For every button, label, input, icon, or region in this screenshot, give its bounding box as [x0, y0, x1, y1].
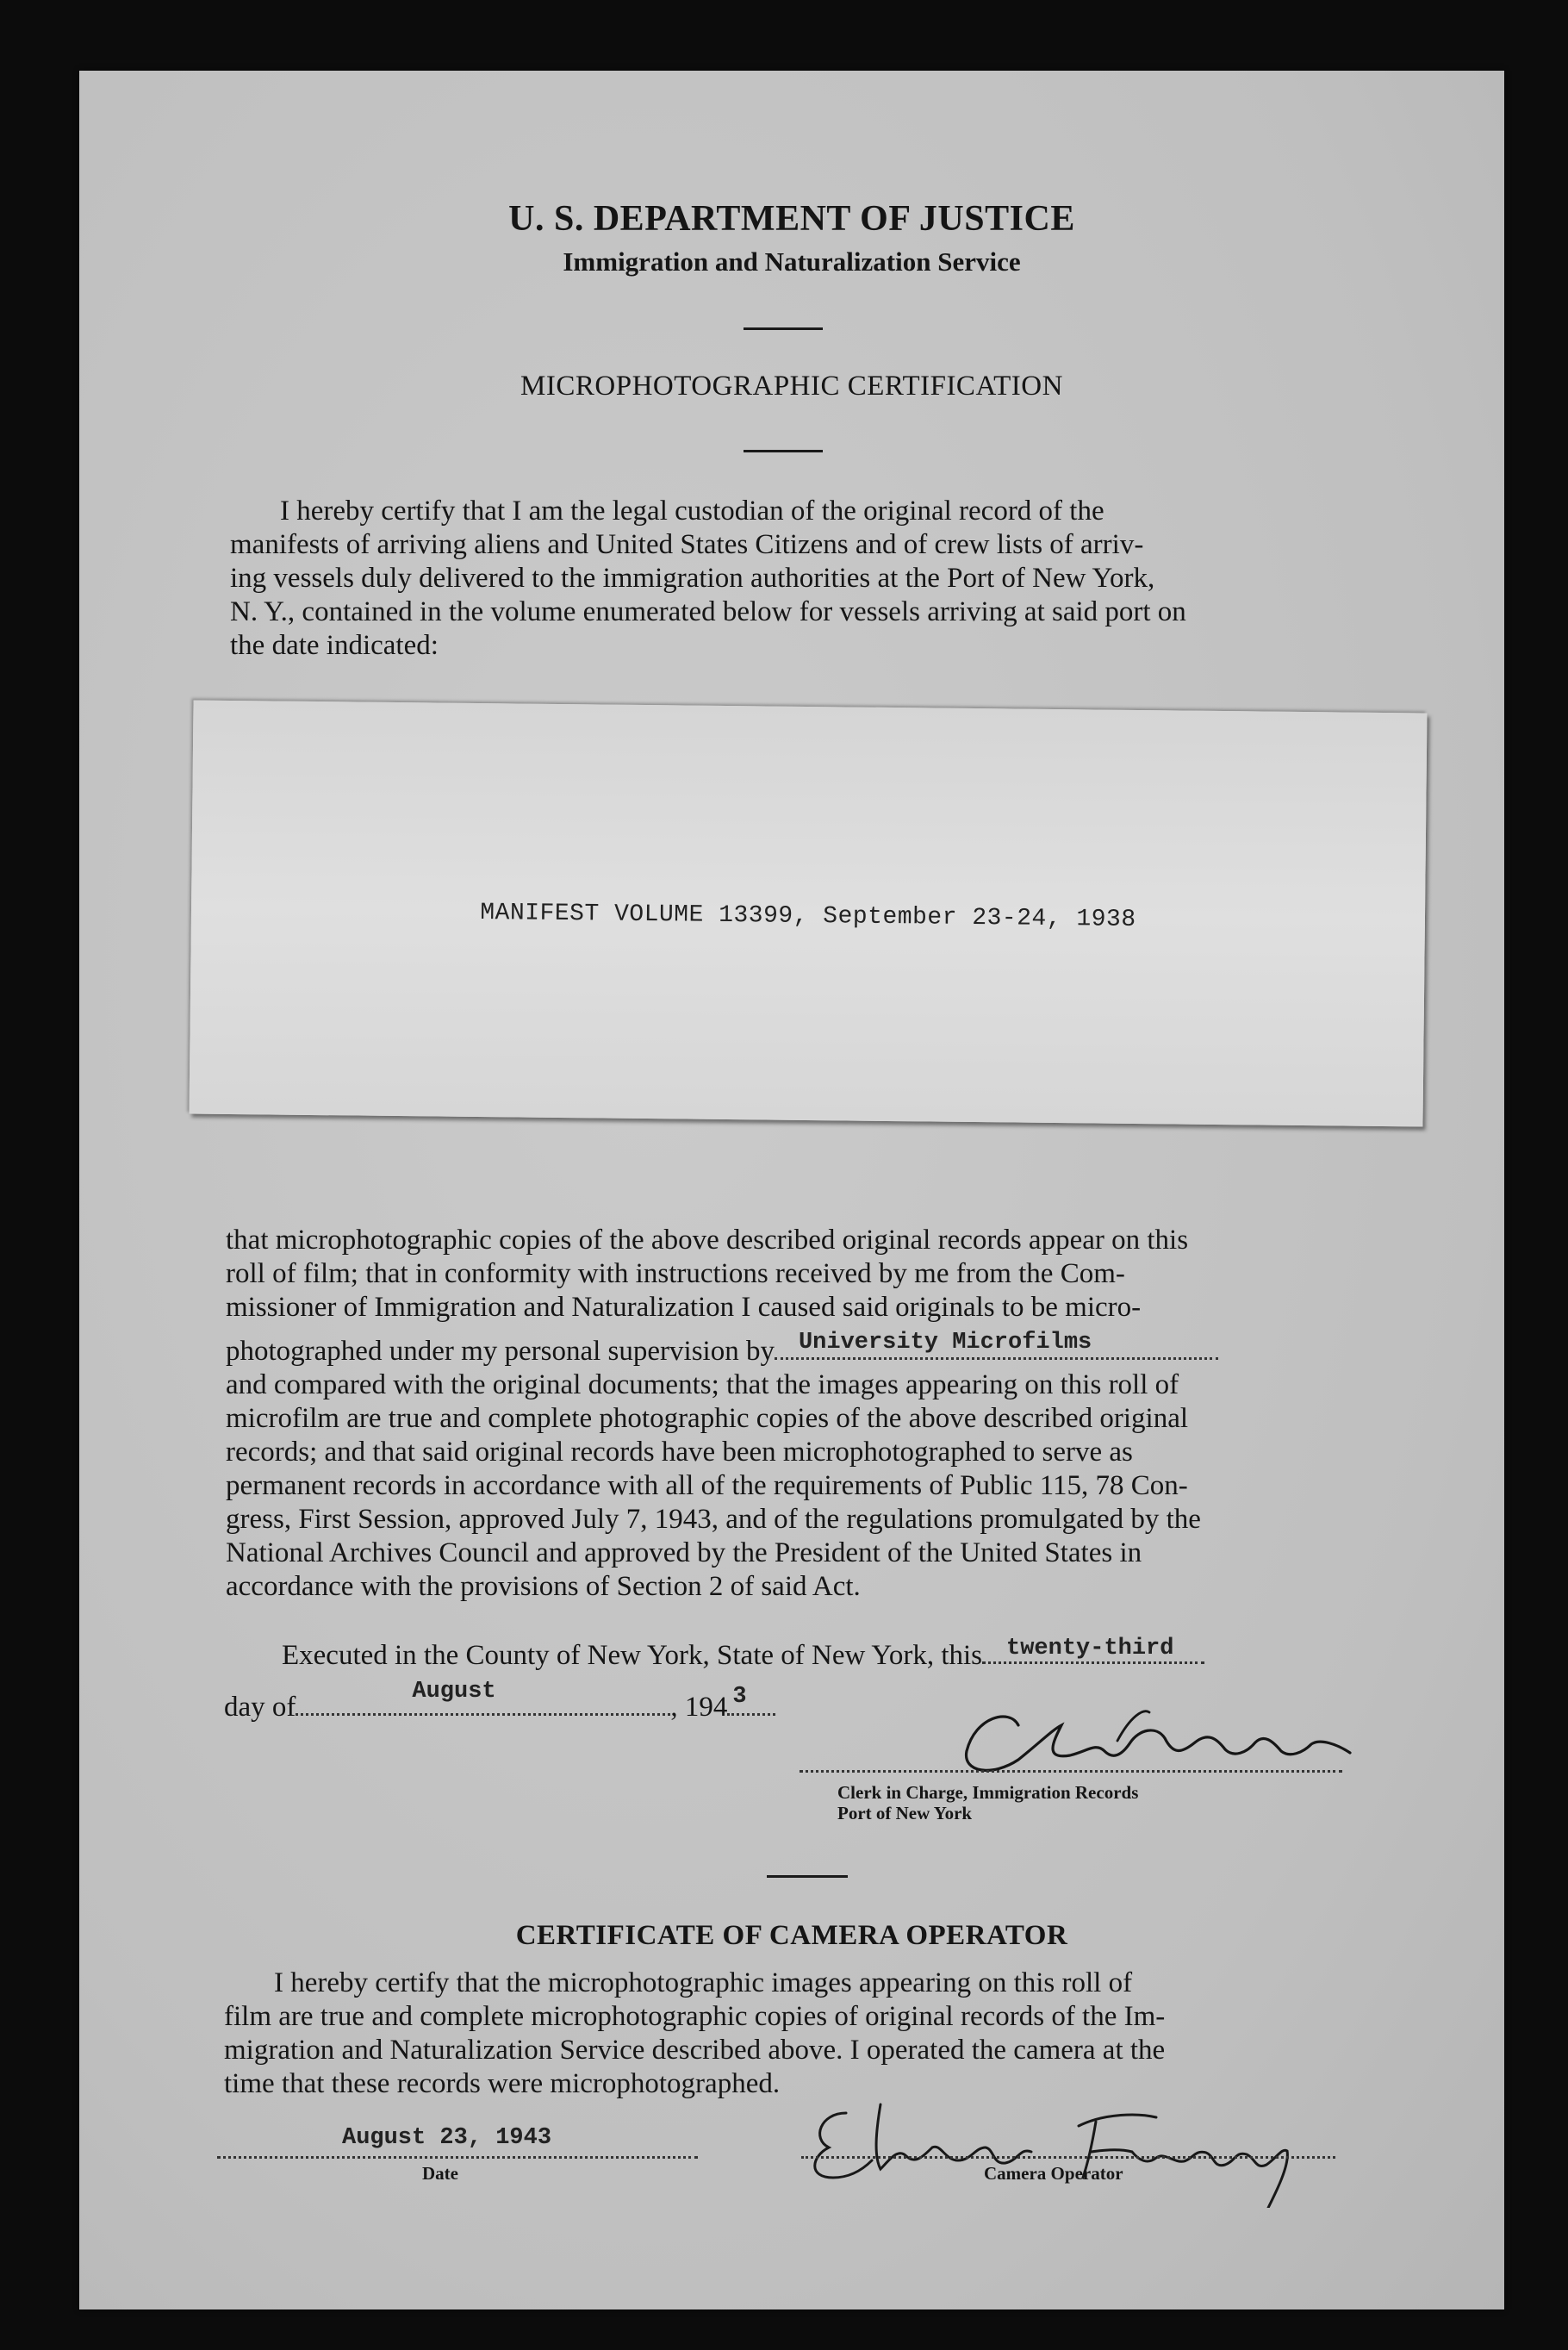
year-blank: [727, 1684, 775, 1716]
day-of-label: day of: [224, 1692, 296, 1723]
executed-prefix: Executed in the County of New York, State of New York, this: [282, 1640, 983, 1671]
year-prefix: , 194: [670, 1692, 728, 1723]
intro-line: manifests of arriving aliens and United States Citizens and of crew lists of arriv-: [230, 529, 1144, 560]
camera-date-line: [217, 2154, 698, 2159]
supervision-by-value: University Microfilms: [798, 1330, 1092, 1356]
executed-line: [282, 1637, 1204, 1672]
intro-paragraph: [230, 495, 1428, 663]
camera-certificate-title: CERTIFICATE OF CAMERA OPERATOR: [515, 1920, 1068, 1951]
divider-rule-top: [744, 327, 823, 330]
camera-line: I hereby certify that the microphotographic images appearing on this roll of: [274, 1967, 1133, 1998]
supervision-blank: [775, 1331, 1218, 1360]
department-heading: U. S. DEPARTMENT OF JUSTICE: [508, 199, 1075, 239]
divider-rule-bottom: [744, 450, 823, 452]
certification-title: MICROPHOTOGRAPHIC CERTIFICATION: [520, 371, 1063, 402]
body-line: roll of film; that in conformity with instructions received by me from the Com-: [226, 1258, 1125, 1289]
camera-line: film are true and complete microphotographic copies of original records of the Im-: [224, 2001, 1166, 2032]
clerk-signature-line: [800, 1768, 1342, 1773]
clerk-title: Clerk in Charge, Immigration Records: [837, 1782, 1139, 1803]
camera-date-value: August 23, 1943: [342, 2125, 552, 2151]
intro-line: N. Y., contained in the volume enumerated below for vessels arriving at said port on: [230, 596, 1186, 627]
certificate-page: [79, 71, 1504, 2309]
month-value: August: [412, 1679, 496, 1705]
intro-line: the date indicated:: [230, 630, 439, 661]
body-line: records; and that said original records have been microphotographed to serve as: [226, 1437, 1133, 1468]
executed-day-blank: [982, 1637, 1204, 1664]
operator-signature: [794, 2079, 1311, 2208]
body-line: National Archives Council and approved by the President of the United States in: [226, 1537, 1142, 1568]
manifest-volume-text: MANIFEST VOLUME 13399, September 23-24, 1938: [480, 900, 1136, 933]
camera-line: time that these records were microphotographed.: [224, 2068, 781, 2099]
operator-signature-line: [801, 2154, 1335, 2159]
service-subheading: Immigration and Naturalization Service: [563, 246, 1021, 277]
body-paragraph: [226, 1224, 1428, 1604]
year-digit: 3: [732, 1684, 747, 1710]
body-line: and compared with the original documents; that the images appearing on this roll of: [226, 1369, 1179, 1400]
day-of-line: [224, 1679, 775, 1724]
supervision-prefix: photographed under my personal supervision by: [226, 1336, 775, 1367]
executed-day-value: twenty-third: [1006, 1636, 1174, 1661]
camera-date-label: Date: [422, 2163, 458, 2184]
supervision-line: [226, 1331, 1428, 1368]
body-line: that microphotographic copies of the above described original records appear on this: [226, 1225, 1189, 1256]
intro-line: I hereby certify that I am the legal custodian of the original record of the: [280, 496, 1104, 527]
camera-line: migration and Naturalization Service described above. I operated the camera at the: [224, 2035, 1166, 2066]
divider-rule-camera: [767, 1875, 848, 1878]
clerk-port: Port of New York: [837, 1803, 973, 1823]
manifest-volume-slip: [190, 701, 1428, 1127]
body-line: permanent records in accordance with all of the requirements of Public 115, 78 Con-: [226, 1470, 1188, 1501]
body-line: accordance with the provisions of Section 2 of said Act.: [226, 1571, 861, 1602]
intro-line: ing vessels duly delivered to the immigration authorities at the Port of New York,: [230, 563, 1155, 594]
camera-operator-label: Camera Operator: [984, 2163, 1123, 2184]
body-line: gress, First Session, approved July 7, 1943, and of the regulations promulgated by the: [226, 1504, 1201, 1535]
body-line: missioner of Immigration and Naturalization I caused said originals to be micro-: [226, 1292, 1142, 1323]
body-line: microfilm are true and complete photographic copies of the above described original: [226, 1403, 1189, 1434]
month-blank: [296, 1679, 670, 1716]
